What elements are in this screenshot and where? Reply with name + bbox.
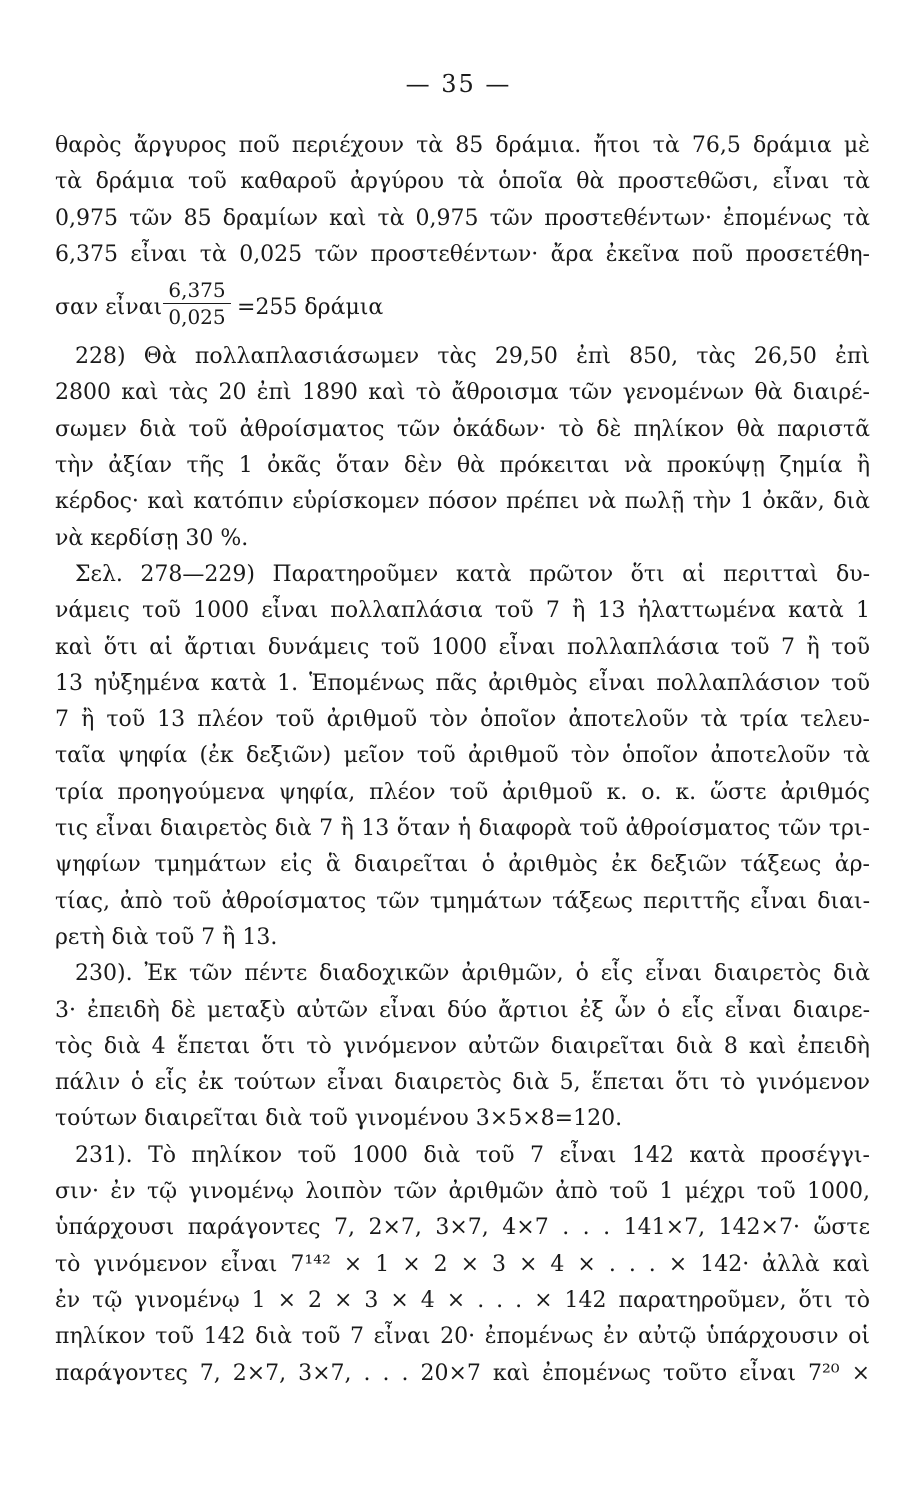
text-line: 0,975 τῶν 85 δραμίων καὶ τὰ 0,975 τῶν προστεθέντων· ἐπομένως τὰ (55, 205, 870, 231)
fraction-numerator: 6,375 (163, 277, 231, 304)
text-line: νάμεις τοῦ 1000 εἶναι πολλαπλάσια τοῦ 7 ἢ 13 ἠλαττωμένα κατὰ 1 (55, 598, 870, 624)
text-line: τις εἶναι διαιρετὸς διὰ 7 ἢ 13 ὅταν ἡ διαφορὰ τοῦ ἀθροίσματος τῶν τρι- (55, 816, 870, 842)
text-line: πηλίκον τοῦ 142 διὰ τοῦ 7 εἶναι 20· ἐπομένως ἐν αὐτῷ ὑπάρχουσιν οἱ (55, 1324, 870, 1350)
text-line: καὶ ὅτι αἱ ἄρτιαι δυνάμεις τοῦ 1000 εἶναι πολλαπλάσια τοῦ 7 ἢ τοῦ (55, 634, 870, 660)
text-line: 13 ηὐξημένα κατὰ 1. Ἑπομένως πᾶς ἀριθμὸς εἶναι πολλαπλάσιον τοῦ (55, 670, 870, 696)
text-line: τὸς διὰ 4 ἕπεται ὅτι τὸ γινόμενον αὐτῶν διαιρεῖται διὰ 8 καὶ ἐπειδὴ (55, 1033, 870, 1059)
text-line: νὰ κερδίσῃ 30 %. (55, 525, 249, 551)
text-line: σωμεν διὰ τοῦ ἀθροίσματος τῶν ὀκάδων· τὸ δὲ πηλίκον θὰ παριστᾶ (55, 416, 870, 442)
fraction-result: =255 δράμια (237, 295, 384, 321)
text-line: σιν· ἐν τῷ γινομένῳ λοιπὸν τῶν ἀριθμῶν ἀπὸ τοῦ 1 μέχρι τοῦ 1000, (55, 1179, 870, 1205)
text-line: κέρδος· καὶ κατόπιν εὑρίσκομεν πόσον πρέπει νὰ πωλῇ τὴν 1 ὀκᾶν, διὰ (55, 489, 870, 515)
text-line: 2800 καὶ τὰς 20 ἐπὶ 1890 καὶ τὸ ἄθροισμα τῶν γενομένων θὰ διαιρέ- (55, 380, 870, 406)
text-line: τίας, ἀπὸ τοῦ ἀθροίσματος τῶν τμημάτων τάξεως περιττῆς εἶναι διαι- (55, 888, 870, 914)
fraction-equation (55, 273, 870, 339)
text-line: πάλιν ὁ εἷς ἐκ τούτων εἶναι διαιρετὸς διὰ 5, ἕπεται ὅτι τὸ γινόμενον (55, 1070, 870, 1096)
text-line: τρία προηγούμενα ψηφία, πλέον τοῦ ἀριθμοῦ κ. ο. κ. ὥστε ἀριθμός (55, 779, 870, 805)
paragraph-228-start: 228) Θὰ πολλαπλασιάσωμεν τὰς 29,50 ἐπὶ 850, τὰς 26,50 ἐπὶ (75, 344, 870, 370)
text-line: ταῖα ψηφία (ἐκ δεξιῶν) μεῖον τοῦ ἀριθμοῦ τὸν ὁποῖον ἀποτελοῦν τὰ (55, 743, 870, 769)
paragraph-231-start: 231). Τὸ πηλίκον τοῦ 1000 διὰ τοῦ 7 εἶναι 142 κατὰ προσέγγι- (75, 1142, 870, 1168)
text-line: τούτων διαιρεῖται διὰ τοῦ γινομένου 3×5×8=120. (55, 1106, 623, 1132)
text-line: ὑπάρχουσι παράγοντες 7, 2×7, 3×7, 4×7 . . . 141×7, 142×7· ὥστε (55, 1215, 870, 1241)
page-body (55, 128, 870, 1392)
text-line: θαρὸς ἄργυρος ποῦ περιέχουν τὰ 85 δράμια. ἤτοι τὰ 76,5 δράμια μὲ (55, 133, 870, 158)
text-line: 3· ἐπειδὴ δὲ μεταξὺ αὐτῶν εἶναι δύο ἄρτιοι ἐξ ὧν ὁ εἷς εἶναι διαιρε- (55, 997, 870, 1023)
text-line: ρετὴ διὰ τοῦ 7 ἢ 13. (55, 924, 278, 950)
fraction (163, 277, 231, 330)
text-line: 6,375 εἶναι τὰ 0,025 τῶν προστεθέντων· ἄρα ἐκεῖνα ποῦ προσετέθη- (55, 241, 870, 267)
text-line: ψηφίων τμημάτων εἰς ἃ διαιρεῖται ὁ ἀριθμὸς ἐκ δεξιῶν τάξεως ἀρ- (55, 852, 870, 878)
page-number: — 35 — (405, 70, 512, 98)
text-line: τὴν ἀξίαν τῆς 1 ὀκᾶς ὅταν δὲν θὰ πρόκειται νὰ προκύψῃ ζημία ἢ (55, 453, 870, 479)
text-line: παράγοντες 7, 2×7, 3×7, . . . 20×7 καὶ ἐπομένως τοῦτο εἶναι 7²⁰ × (55, 1360, 870, 1386)
fraction-lead: σαν εἶναι (55, 295, 163, 321)
paragraph-230-start: 230). Ἐκ τῶν πέντε διαδοχικῶν ἀριθμῶν, ὁ εἷς εἶναι διαιρετὸς διὰ (75, 961, 870, 987)
text-line: τὰ δράμια τοῦ καθαροῦ ἀργύρου τὰ ὁποῖα θὰ προστεθῶσι, εἶναι τὰ (55, 169, 870, 195)
text-line: 7 ἢ τοῦ 13 πλέον τοῦ ἀριθμοῦ τὸν ὁποῖον ἀποτελοῦν τὰ τρία τελευ- (55, 707, 870, 733)
text-line: τὸ γινόμενον εἶναι 7¹⁴² × 1 × 2 × 3 × 4 × . . . × 142· ἀλλὰ καὶ (55, 1251, 870, 1277)
paragraph-229-start: Σελ. 278—229) Παρατηροῦμεν κατὰ πρῶτον ὅτι αἱ περιτταὶ δυ- (75, 561, 870, 587)
text-line: ἐν τῷ γινομένῳ 1 × 2 × 3 × 4 × . . . × 142 παρατηροῦμεν, ὅτι τὸ (55, 1287, 870, 1313)
fraction-denominator: 0,025 (168, 305, 226, 330)
